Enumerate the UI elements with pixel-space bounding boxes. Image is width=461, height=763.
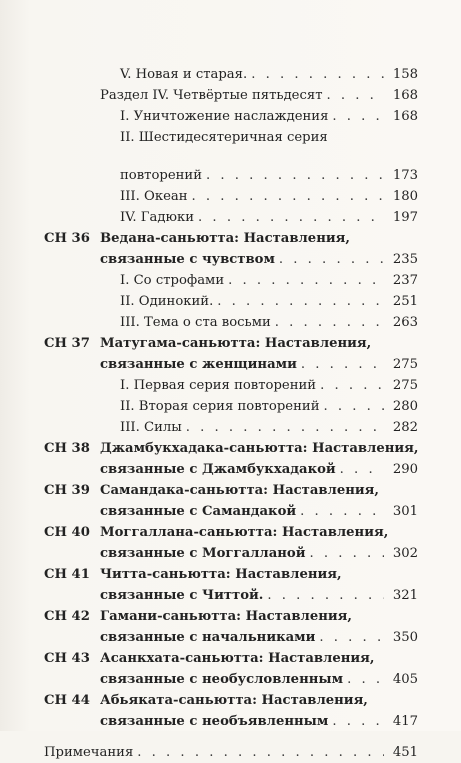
dot-leader [301, 354, 384, 375]
dot-leader [251, 64, 384, 85]
section-page: 405 [392, 672, 418, 687]
toc-section-heading-line2 [44, 501, 418, 522]
section-title: Самандака-саньютта: Наставления, [100, 483, 379, 498]
toc-entry-page: 275 [392, 378, 418, 393]
toc-entry-title: V. Новая и старая. [120, 67, 248, 82]
section-code: СН 42 [44, 609, 90, 624]
dot-leader [206, 165, 384, 186]
dot-leader [186, 417, 384, 438]
dot-leader [323, 396, 384, 417]
dot-leader [332, 106, 384, 127]
section-code: СН 41 [44, 567, 90, 582]
toc-entry [44, 85, 418, 106]
toc-entry-page: 173 [392, 168, 418, 183]
dot-leader [327, 85, 385, 106]
toc-notes-entry [44, 742, 418, 763]
dot-leader [217, 291, 384, 312]
section-code: СН 40 [44, 525, 90, 540]
section-code: СН 39 [44, 483, 90, 498]
dot-leader [267, 585, 384, 606]
toc-entry-title: III. Тема о ста восьми [120, 315, 271, 330]
toc-entry-line1 [44, 127, 418, 148]
toc-entry [44, 417, 418, 438]
toc-entry-title: III. Океан [120, 189, 188, 204]
dot-leader [340, 459, 384, 480]
toc-entry-page: 168 [392, 88, 418, 103]
toc-entry-page: 251 [392, 294, 418, 309]
toc-section-heading-line2 [44, 249, 418, 270]
toc-entry [44, 207, 418, 228]
section-title: Матугама-саньютта: Наставления, [100, 336, 372, 351]
toc-entry-page: 280 [392, 399, 418, 414]
dot-leader [279, 249, 384, 270]
section-title: Асанкхата-саньютта: Наставления, [100, 651, 375, 666]
section-title: Гамани-саньютта: Наставления, [100, 609, 352, 624]
toc-section-heading [44, 438, 418, 459]
toc-entry-page: 282 [392, 420, 418, 435]
toc-entry-title: I. Уничтожение наслаждения [120, 109, 329, 124]
section-title: Абьяката-саньютта: Наставления, [100, 693, 368, 708]
section-title: связанные с необъявленным [100, 714, 329, 729]
dot-leader [137, 742, 384, 763]
toc-entry-title: III. Силы [120, 420, 182, 435]
toc-entry-title: Примечания [44, 745, 134, 760]
section-code: СН 43 [44, 651, 90, 666]
section-page: 275 [392, 357, 418, 372]
dot-leader [300, 501, 384, 522]
toc-entry-title: II. Одинокий. [120, 294, 214, 309]
section-page: 321 [392, 588, 418, 603]
dot-leader [347, 669, 384, 690]
section-title: Моггаллана-саньютта: Наставления, [100, 525, 389, 540]
toc-section-heading [44, 606, 418, 627]
toc-entry [44, 396, 418, 417]
toc-section-heading-line2 [44, 354, 418, 375]
section-page: 290 [392, 462, 418, 477]
toc-entry-page: 180 [392, 189, 418, 204]
dot-leader [320, 375, 384, 396]
section-title: Читта-саньютта: Наставления, [100, 567, 342, 582]
dot-leader [198, 207, 384, 228]
dot-leader [192, 186, 384, 207]
section-page: 301 [392, 504, 418, 519]
toc-entry-page: 197 [392, 210, 418, 225]
toc-section-heading-line2 [44, 627, 418, 648]
section-title: связанные с Моггалланой [100, 546, 306, 561]
section-code: СН 38 [44, 441, 90, 456]
toc-entry-page: 237 [392, 273, 418, 288]
dot-leader [310, 543, 385, 564]
toc-section-heading-line2 [44, 669, 418, 690]
section-title: Джамбукхадака-саньютта: Наставления, [100, 441, 419, 456]
toc-section-heading-line2 [44, 585, 418, 606]
section-title: связанные с Джамбукхадакой [100, 462, 336, 477]
toc-entry-title: I. Со строфами [120, 273, 225, 288]
toc-section-heading [44, 690, 418, 711]
toc-entry-title: II. Шестидесятеричная серия [120, 130, 328, 145]
toc-entry-page: 451 [392, 745, 418, 760]
toc-section-heading [44, 648, 418, 669]
dot-leader [228, 270, 384, 291]
table-of-contents [44, 64, 418, 763]
dot-leader [332, 711, 384, 732]
toc-section-heading [44, 333, 418, 354]
toc-section-heading-line2 [44, 543, 418, 564]
section-title: связанные с женщинами [100, 357, 297, 372]
toc-entry-page: 263 [392, 315, 418, 330]
toc-section-heading [44, 522, 418, 543]
section-page: 350 [392, 630, 418, 645]
section-title: Ведана-саньютта: Наставления, [100, 231, 350, 246]
toc-section-heading-line2 [44, 711, 418, 732]
section-page: 417 [392, 714, 418, 729]
toc-entry-title: IV. Гадюки [120, 210, 195, 225]
toc-entry [44, 270, 418, 291]
section-page: 235 [392, 252, 418, 267]
toc-section-heading [44, 228, 418, 249]
section-title: связанные с чувством [100, 252, 275, 267]
section-title: связанные с начальниками [100, 630, 316, 645]
toc-entry [44, 186, 418, 207]
dot-leader [319, 627, 384, 648]
toc-entry-title: I. Первая серия повторений [120, 378, 317, 393]
toc-entry [44, 375, 418, 396]
toc-entry [44, 312, 418, 333]
section-code: СН 36 [44, 231, 90, 246]
section-title: связанные с необусловленным [100, 672, 344, 687]
toc-entry-page: 158 [392, 67, 418, 82]
toc-entry-line2 [44, 165, 418, 186]
section-page: 302 [392, 546, 418, 561]
toc-entry [44, 291, 418, 312]
dot-leader [275, 312, 384, 333]
toc-entry [44, 106, 418, 127]
toc-section-heading [44, 480, 418, 501]
section-code: СН 37 [44, 336, 90, 351]
toc-section-heading [44, 564, 418, 585]
toc-entry-title: II. Вторая серия повторений [120, 399, 320, 414]
section-title: связанные с Читтой. [100, 588, 264, 603]
toc-section-heading-line2 [44, 459, 418, 480]
section-title: связанные с Самандакой [100, 504, 297, 519]
section-code: СН 44 [44, 693, 90, 708]
toc-entry [44, 64, 418, 85]
toc-entry-title: повторений [120, 168, 203, 183]
toc-entry-title: Раздел IV. Четвёртые пятьдесят [100, 88, 323, 103]
toc-entry-page: 168 [392, 109, 418, 124]
